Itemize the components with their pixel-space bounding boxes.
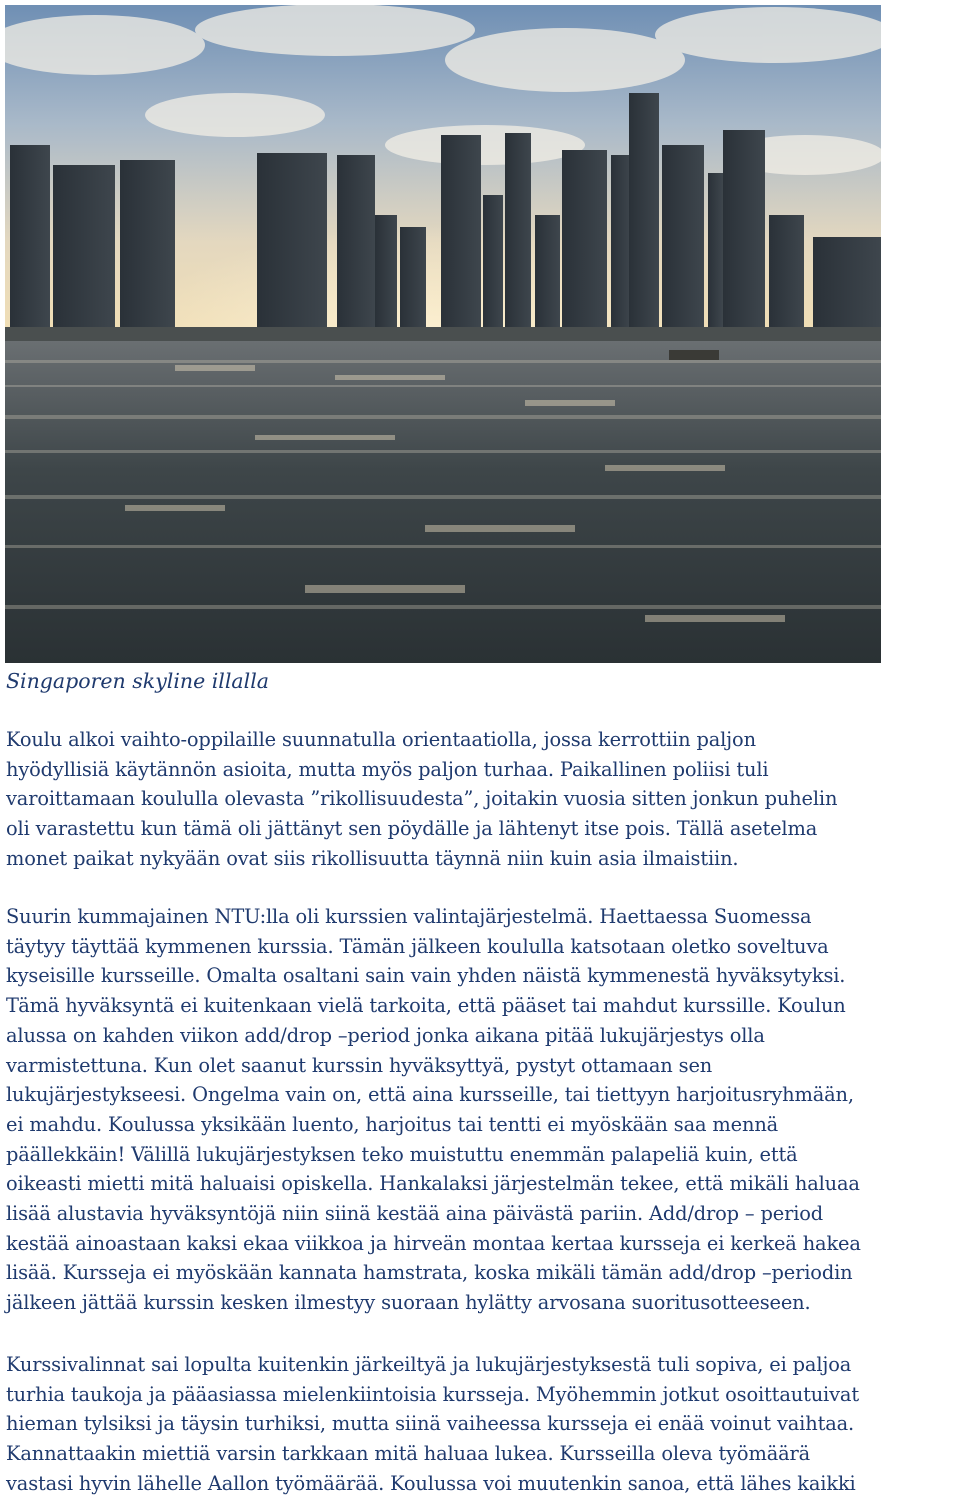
text-line: jälkeen jättää kurssin kesken ilmestyy suoraan hylätty arvosana suoritusotteeseen. [6, 1291, 811, 1315]
paragraph-orientation [6, 725, 958, 874]
text-line: vastasi hyvin lähelle Aallon työmäärää. Koulussa voi muutenkin sanoa, että lähes kaikki [6, 1471, 856, 1495]
text-line: varmistettuna. Kun olet saanut kurssin hyväksyttyä, pystyt ottamaan sen [6, 1053, 713, 1077]
text-line: Suurin kummajainen NTU:lla oli kurssien valintajärjestelmä. Haettaessa Suomessa [6, 905, 812, 928]
text-line: päällekkäin! Välillä lukujärjestyksen teko muistuttu enemmän palapeliä kuin, että [6, 1142, 798, 1166]
text-line: Kannattaakin miettiä varsin tarkkaan mitä haluaa lukea. Kursseilla oleva työmäärä [6, 1442, 811, 1466]
text-line: kyseisille kursseille. Omalta osaltani sain vain yhden näistä kymmenestä hyväksytyksi. [6, 964, 846, 988]
text-line: täytyy täyttää kymmenen kurssia. Tämän jälkeen koululla katsotaan oletko soveltuva [6, 934, 829, 958]
text-line: hyödyllisiä käytännön asioita, mutta myös paljon turhaa. Paikallinen poliisi tuli [6, 757, 769, 781]
photo-caption: Singaporen skyline illalla [6, 669, 269, 693]
text-line: varoittamaan koululla olevasta ”rikollisuudesta”, joitakin vuosia sitten jonkun puhelin [6, 787, 838, 811]
text-line: lisää alustavia hyväksyntöjä niin siinä kestää aina päivästä pariin. Add/drop – period [6, 1202, 824, 1226]
text-line: alussa on kahden viikon add/drop –period jonka aikana pitää lukujärjestys olla [6, 1023, 765, 1047]
paragraph-course-selection [6, 902, 958, 1318]
text-line: ei mahdu. Koulussa yksikään luento, harjoitus tai tentti ei myöskään saa mennä [6, 1112, 779, 1136]
text-line: Kurssivalinnat sai lopulta kuitenkin järkeiltyä ja lukujärjestyksestä tuli sopiva, ei paljoa [6, 1353, 852, 1376]
text-line: turhia taukoja ja pääasiassa mielenkiintoisia kursseja. Myöhemmin jotkut osoittautuivat [6, 1382, 859, 1406]
text-line: oikeasti mietti mitä haluaisi opiskella. Hankalaksi järjestelmän tekee, että mikäli haluaa [6, 1172, 860, 1196]
singapore-skyline-photo [5, 5, 881, 663]
text-line: hieman tylsiksi ja täysin turhiksi, mutta siinä vaiheessa kursseja ei enää voinut vaihtaa. [6, 1412, 855, 1436]
text-line: lukujärjestykseesi. Ongelma vain on, että aina kursseille, tai tiettyyn harjoitusryhmään, [6, 1083, 854, 1107]
text-line: monet paikat nykyään ovat siis rikollisuutta täynnä niin kuin asia ilmaistiin. [6, 846, 739, 870]
text-line: Koulu alkoi vaihto-oppilaille suunnatulla orientaatiolla, jossa kerrottiin paljon [6, 728, 756, 751]
text-line: Tämä hyväksyntä ei kuitenkaan vielä tarkoita, että pääset tai mahdut kurssille. Koulun [6, 994, 846, 1018]
paragraph-course-outcome [6, 1350, 958, 1499]
text-line: lisää. Kursseja ei myöskään kannata hamstrata, koska mikäli tämän add/drop –periodin [6, 1261, 853, 1285]
text-line: oli varastettu kun tämä oli jättänyt sen pöydälle ja lähtenyt itse pois. Tällä asetelma [6, 817, 818, 841]
text-line: kestää ainoastaan kaksi ekaa viikkoa ja hirveän montaa kertaa kursseja ei kerkeä hakea [6, 1231, 861, 1255]
